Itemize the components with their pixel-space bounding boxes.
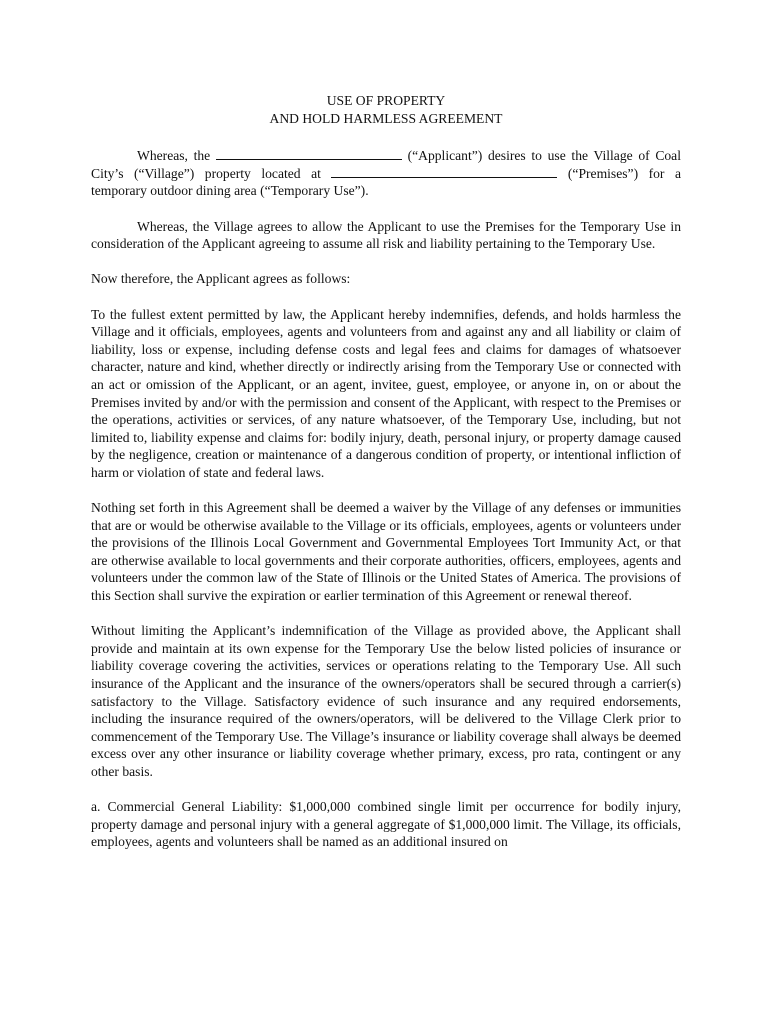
- paragraph-now-therefore: Now therefore, the Applicant agrees as follows:: [91, 271, 351, 287]
- document-title: [91, 92, 681, 127]
- paragraph-indemnification: To the fullest extent permitted by law, the Applicant hereby indemnifies, defends, and holds harmless the Village and it officials, employees, agents and volunteers from and against any and all liability or claim of liability, loss or expense, including defense costs and legal fees and claims for damages of whatsoever character, nature and kind, whether directly or indirectly arising from the Temporary Use or connected with an act or omission of the Applicant, or an agent, invitee, guest, employee, or anyone in, on or about the Premises invited by and/or with the permission and consent of the Applicant, with respect to the Premises or the operations, activities or services, of any nature whatsoever, of the Temporary Use, including, but not limited to, liability expense and claims for: bodily injury, death, personal injury, or property damage caused by the negligence, creation or maintenance of a dangerous condition of property, or intentional infliction of harm or violation of state and federal laws.: [91, 306, 681, 480]
- paragraph-general-liability: a. Commercial General Liability: $1,000,000 combined single limit per occurrence for bodily injury, property damage and personal injury with a general aggregate of $1,000,000 limit. The Village, its officials, employees, agents and volunteers shall be named as an additional insured on: [91, 799, 681, 850]
- title-line-1: USE OF PROPERTY: [326, 93, 446, 108]
- p1-text-middle: (“Applicant”) desires to use the Village of Coal City’s (“Village”) property located at: [91, 148, 681, 181]
- document-page: [91, 92, 681, 869]
- paragraph-insurance: Without limiting the Applicant’s indemnification of the Village as provided above, the Applicant shall provide and maintain at its own expense for the Temporary Use the below listed policies of insurance or liability coverage covering the activities, services or operations relating to the Temporary Use. All such insurance of the Applicant and the insurance of the owners/operators shall be secured through a carrier(s) satisfactory to the Village. Satisfactory evidence of such insurance and any required endorsements, including the insurance required of the owners/operators, will be delivered to the Village Clerk prior to commencement of the Temporary Use. The Village’s insurance or liability coverage shall always be deemed excess over any other insurance or liability coverage whether primary, excess, pro rata, contingent or any other basis.: [91, 623, 681, 779]
- p1-text-start: Whereas, the: [137, 148, 216, 164]
- paragraph-no-waiver: Nothing set forth in this Agreement shall be deemed a waiver by the Village of any defenses or immunities that are or would be otherwise available to the Village or its officials, employees, agents or volunteers under the provisions of the Illinois Local Government and Governmental Employees Tort Immunity Act, or that are otherwise available to local governments and their corporate authorities, officers, employees, agents and volunteers under the common law of the State of Illinois or the United States of America. The provisions of this Section shall survive the expiration or earlier termination of this Agreement or renewal thereof.: [91, 500, 681, 604]
- applicant-name-blank[interactable]: [216, 147, 402, 160]
- title-line-2: AND HOLD HARMLESS AGREEMENT: [269, 110, 503, 126]
- paragraph-whereas-applicant: [91, 147, 681, 200]
- premises-address-blank[interactable]: [331, 165, 557, 178]
- paragraph-whereas-village: Whereas, the Village agrees to allow the Applicant to use the Premises for the Temporary Use in consideration of the Applicant agreeing to assume all risk and liability pertaining to the Temporary Use.: [91, 218, 681, 252]
- p1-text-end: (“Premises”) for a temporary outdoor dining area (“Temporary Use”).: [91, 165, 681, 199]
